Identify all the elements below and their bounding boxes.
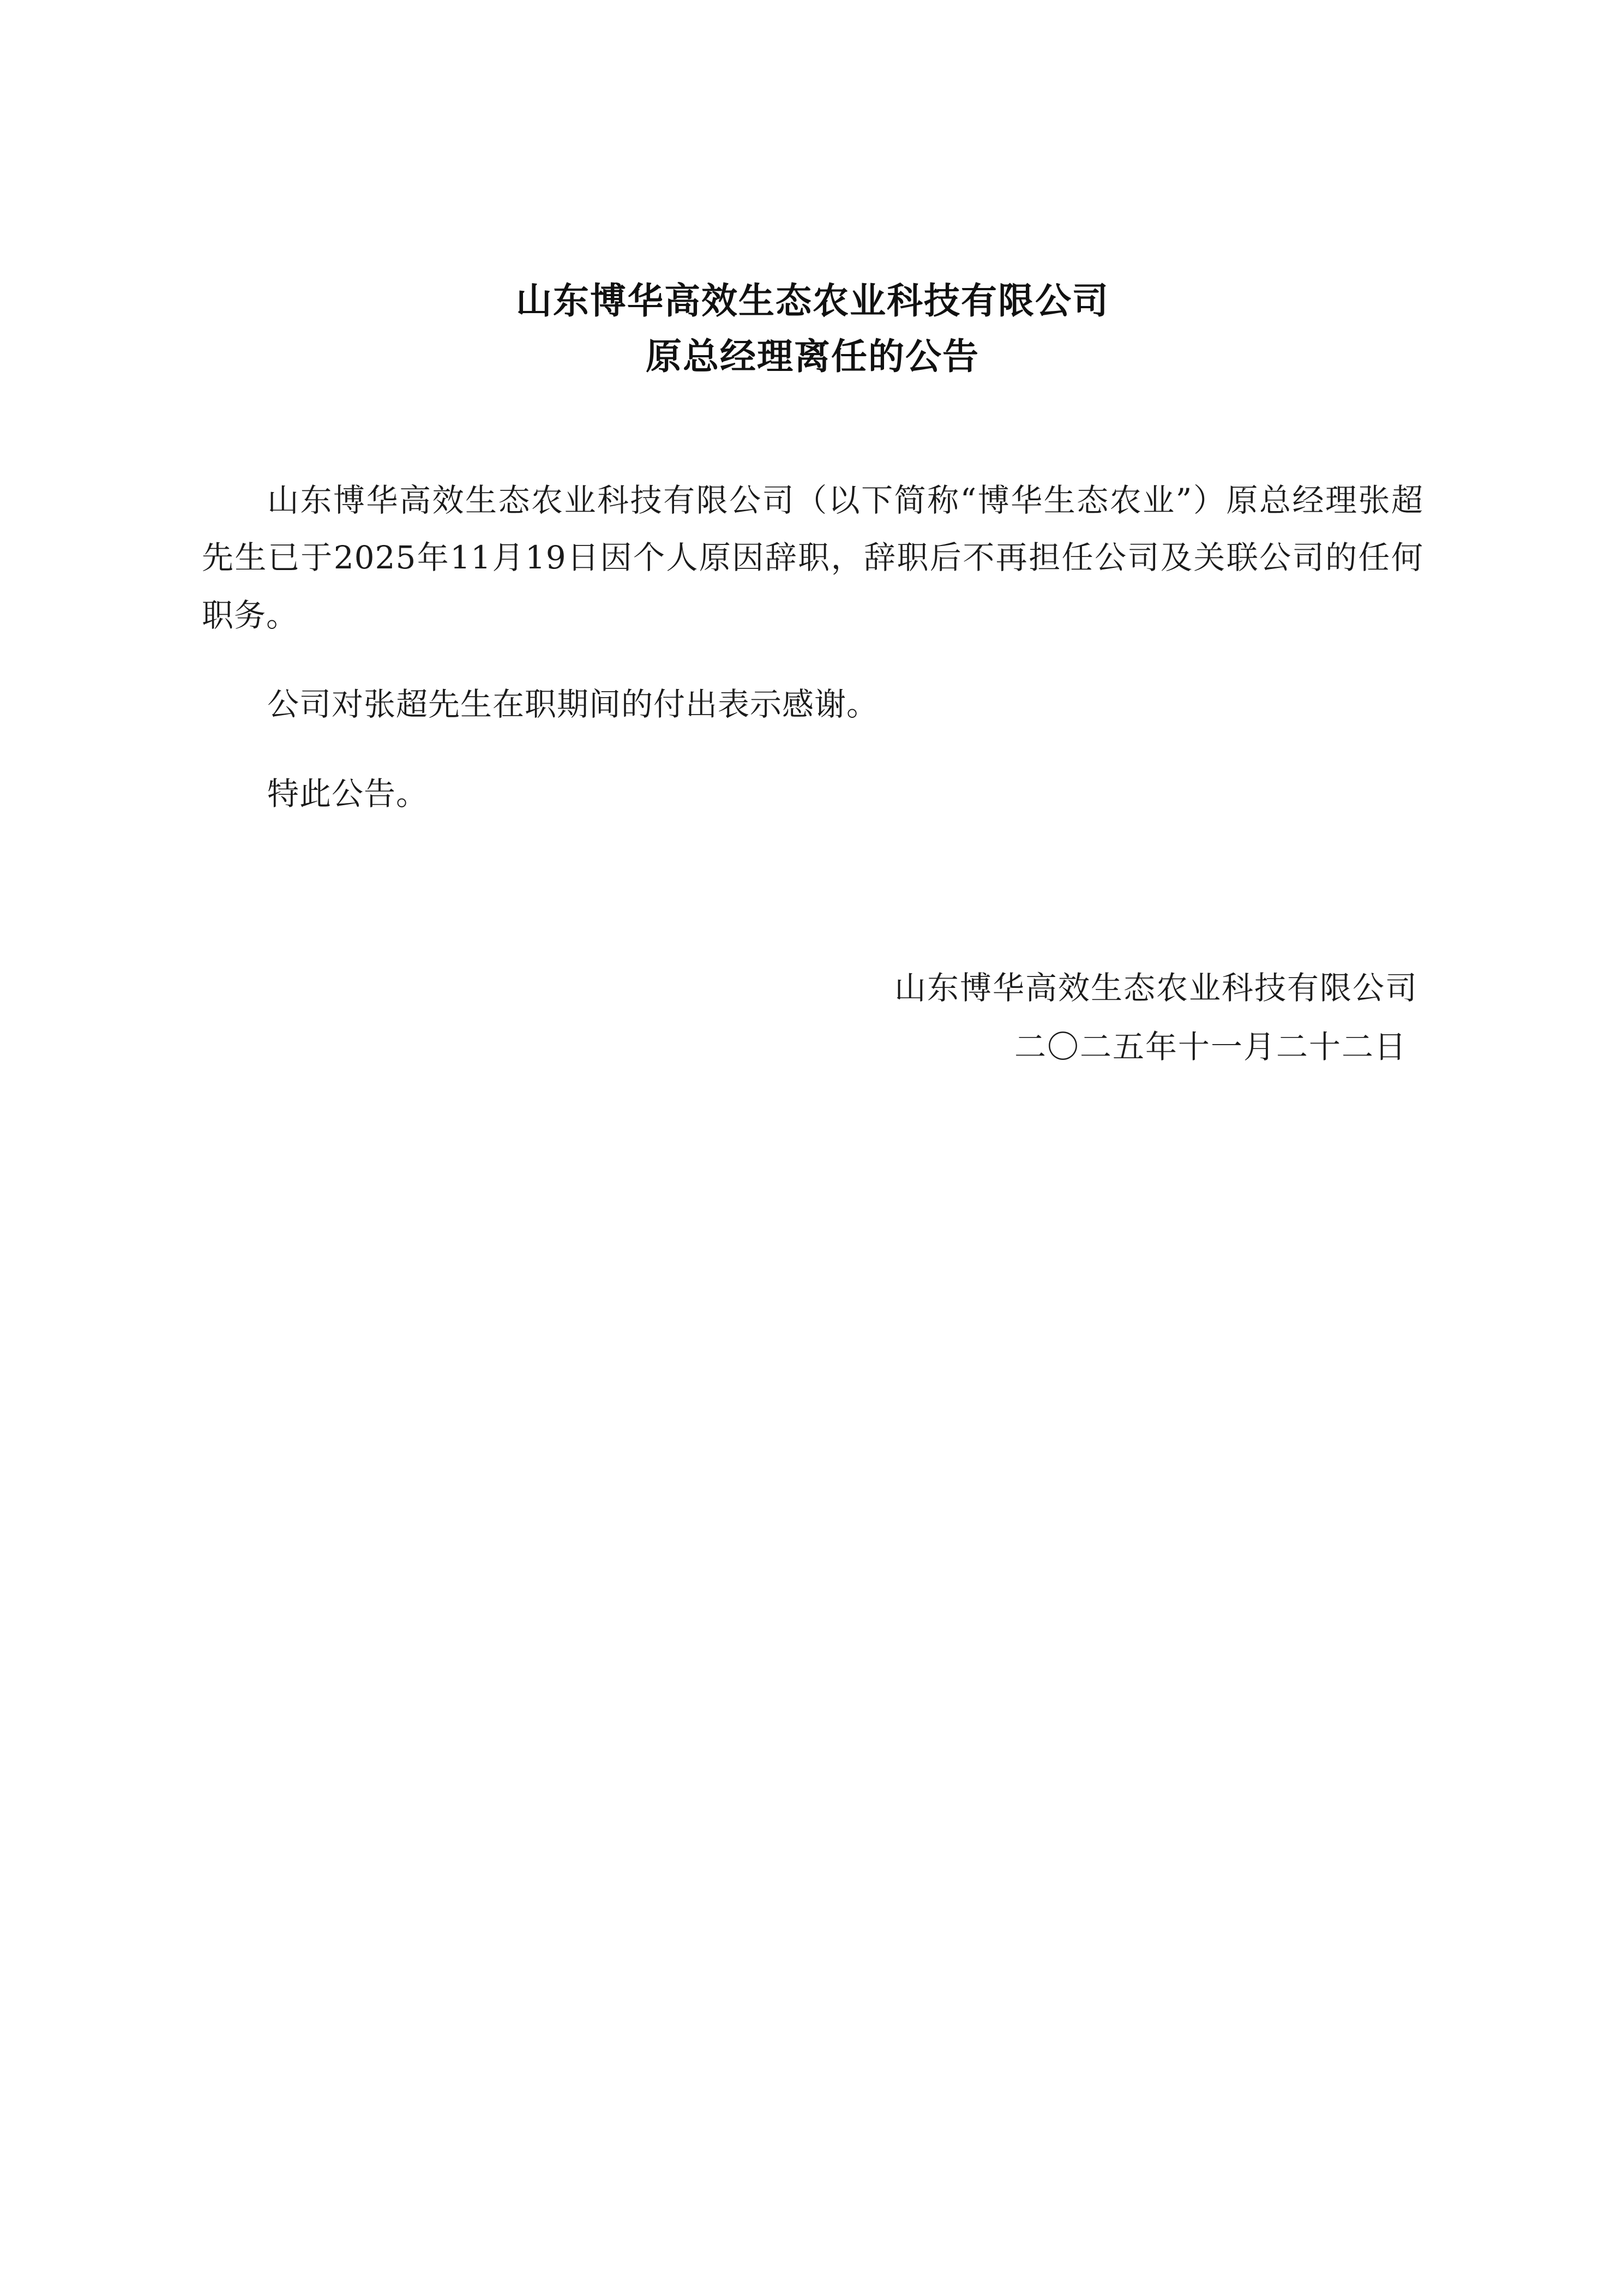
title-line-2: 原总经理离任的公告 bbox=[646, 335, 979, 378]
paragraph-3: 特此公告。 bbox=[267, 775, 429, 812]
paragraph-1: 山东博华高效生态农业科技有限公司（以下简称“博华生态农业”）原总经理张超先生已于2025年11月19日因个人原因辞职，辞职后不再担任公司及关联公司的任何职务。 bbox=[202, 481, 1423, 634]
signature-block bbox=[202, 959, 1423, 1076]
title-line-1: 山东博华高效生态农业科技有限公司 bbox=[516, 279, 1109, 322]
signature-date: 二〇二五年十一月二十二日 bbox=[1014, 1028, 1407, 1065]
paragraph-2: 公司对张超先生在职期间的付出表示感谢。 bbox=[267, 686, 879, 723]
page-title bbox=[202, 273, 1423, 385]
signature-company: 山东博华高效生态农业科技有限公司 bbox=[894, 969, 1418, 1007]
announcement-text bbox=[202, 472, 1423, 823]
document-body bbox=[202, 273, 1423, 1076]
